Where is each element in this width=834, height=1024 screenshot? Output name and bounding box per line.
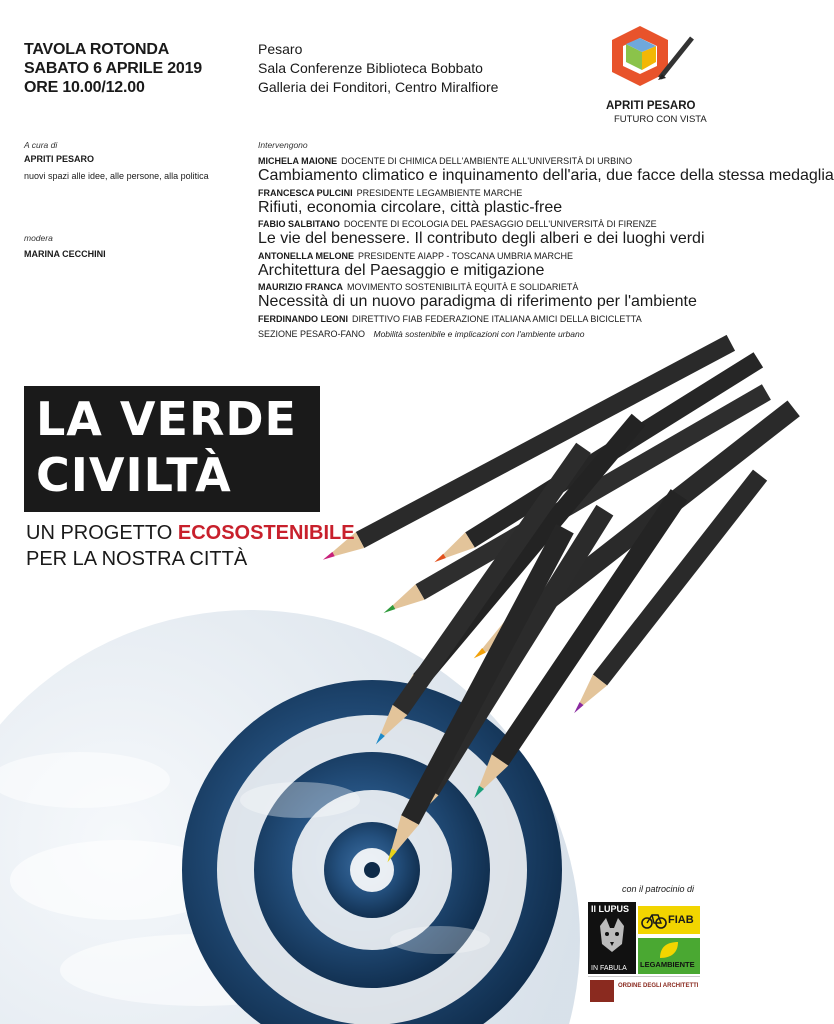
architetti-mark-icon	[590, 980, 614, 1002]
speaker-name: FABIO SALBITANO	[258, 219, 340, 229]
fiab-text: FIAB	[668, 914, 694, 926]
event-date: SABATO 6 APRILE 2019	[24, 60, 202, 77]
logo-name: APRITI PESARO	[606, 100, 696, 112]
moderator-label: modera	[24, 233, 53, 243]
legambiente-leaf-icon	[658, 940, 680, 960]
title-line-2: CIVILTÀ	[36, 448, 232, 502]
speaker-role: MOVIMENTO SOSTENIBILITÀ EQUITÀ E SOLIDARIETÀ	[347, 282, 579, 292]
lupus-logo-top: Il LUPUS	[591, 904, 630, 914]
speaker-6-extra	[258, 327, 584, 340]
event-time: ORE 10.00/12.00	[24, 79, 145, 96]
patronage-label: con il patrocinio di	[622, 884, 695, 894]
speaker-role: DOCENTE DI CHIMICA DELL'AMBIENTE ALL'UNIVERSITÀ DI URBINO	[341, 156, 633, 166]
speaker-role: PRESIDENTE LEGAMBIENTE MARCHE	[356, 188, 523, 198]
speaker-3	[258, 217, 657, 230]
speaker-5	[258, 280, 578, 293]
logo-tagline: FUTURO CON VISTA	[614, 114, 707, 125]
organizer-name: APRITI PESARO	[24, 154, 95, 164]
speaker-name: MAURIZIO FRANCA	[258, 282, 343, 292]
legambiente-logo	[638, 938, 700, 974]
speaker-2	[258, 186, 522, 199]
event-address: Galleria dei Fonditori, Centro Miralfiore	[258, 79, 499, 95]
subtitle-prefix: UN PROGETTO	[26, 522, 178, 544]
speaker-topic: Architettura del Paesaggio e mitigazione	[258, 262, 545, 279]
speaker-role: PRESIDENTE AIAPP - TOSCANA UMBRIA MARCHE	[358, 251, 574, 261]
speaker-name: MICHELA MAIONE	[258, 156, 338, 166]
speakers-label: Intervengono	[258, 140, 308, 150]
architetti-text: ORDINE DEGLI ARCHITETTI	[618, 983, 699, 989]
speaker-role: DIRETTIVO FIAB FEDERAZIONE ITALIANA AMICI DELLA BICICLETTA	[352, 314, 642, 324]
speaker-topic: Rifiuti, economia circolare, città plastic-free	[258, 199, 563, 216]
speaker-topic: Le vie del benessere. Il contributo degli alberi e dei luoghi verdi	[258, 230, 705, 247]
speaker-role-2: SEZIONE PESARO-FANO	[258, 329, 366, 339]
event-type: TAVOLA ROTONDA	[24, 41, 170, 58]
speaker-role: DOCENTE DI ECOLOGIA DEL PAESAGGIO DELL'UNIVERSITÀ DI FIRENZE	[343, 219, 657, 229]
lupus-in-fabula-logo	[588, 902, 636, 974]
legambiente-text: LEGAMBIENTE	[640, 960, 695, 969]
subtitle-line-2: PER LA NOSTRA CITTÀ	[26, 548, 248, 570]
lupus-logo-bottom: IN FABULA	[591, 965, 627, 972]
ordine-architetti-logo	[588, 976, 700, 1004]
subtitle-line-1	[26, 522, 355, 545]
speaker-topic: Necessità di un nuovo paradigma di riferimento per l'ambiente	[258, 293, 697, 310]
fiab-logo	[638, 906, 700, 934]
speaker-topic: Cambiamento climatico e inquinamento dell'aria, due facce della stessa medaglia	[258, 167, 834, 184]
event-info	[24, 40, 202, 97]
speaker-6	[258, 312, 642, 325]
organizer-label: A cura di	[24, 140, 58, 150]
event-city: Pesaro	[258, 41, 303, 57]
subtitle-highlight: ECOSOSTENIBILE	[177, 522, 355, 544]
bicycle-icon	[641, 911, 667, 929]
title-line-1: LA VERDE	[36, 392, 297, 446]
speaker-1	[258, 154, 632, 167]
moderator-name: MARINA CECCHINI	[24, 249, 106, 259]
speaker-name: ANTONELLA MELONE	[258, 251, 354, 261]
event-venue: Sala Conferenze Biblioteca Bobbato	[258, 60, 483, 76]
speaker-topic: Mobilità sostenibile e implicazioni con l'ambiente urbano	[373, 329, 585, 339]
event-location	[258, 40, 498, 97]
wolf-icon	[596, 918, 628, 954]
speaker-4	[258, 249, 573, 262]
organizer-description: nuovi spazi alle idee, alle persone, alla politica	[24, 171, 209, 181]
speaker-name: FERDINANDO LEONI	[258, 314, 348, 324]
speaker-name: FRANCESCA PULCINI	[258, 188, 353, 198]
